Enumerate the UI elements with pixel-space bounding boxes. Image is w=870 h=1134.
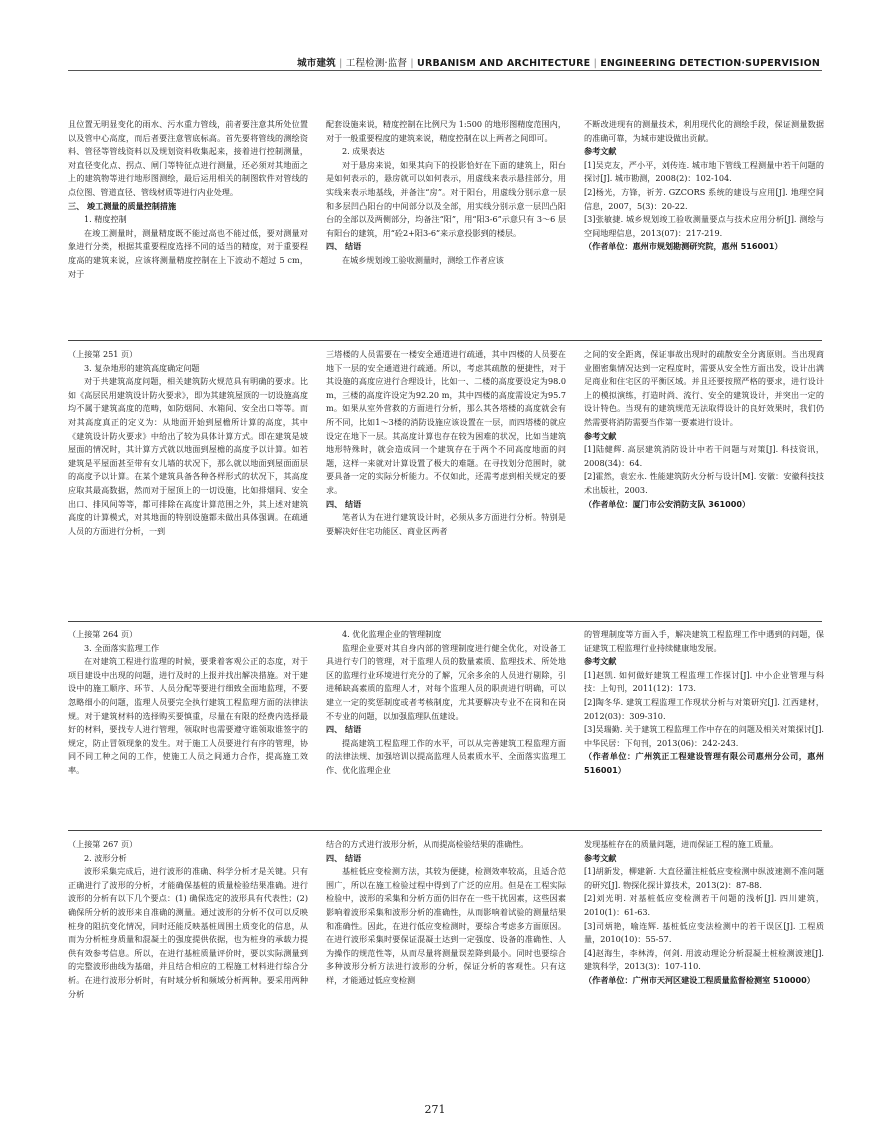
section-heading: 四、 结语	[326, 724, 362, 735]
article-block	[68, 118, 822, 336]
article-block	[68, 628, 822, 826]
reference-entry: [3]张敏捷. 城乡规划竣工验收测量要点与技术应用分析[J]. 测绘与空间地理信息，2013(07)：217-219.	[584, 214, 824, 238]
references-heading: 参考文献	[584, 146, 617, 157]
paragraph: 对于共建筑高度问题，相关建筑防火规范具有明确的要求。比如《高层民用建筑设计防火要求》，即为其建筑屋顶的一切设施高度均不属于建筑高度的范畴，如防烟间、水箱间、安全出口等等。而对其高度真正的定义为：从地面开始到屋檐所计算的高度，其中《建筑设计防火要求》中给出了较为具体计算方式。即在建筑是坡屋面的情况时，其计算方式就以地面到屋檐的高度予以计算。如若建筑是平屋面甚至带有女儿墙的状况下，那么就以地面到屋面面层的高度予以计算。在某个建筑具备各种各样形式的状况下，其高度应取其最高数据，然而对于屋顶上的一切设施，比如排烟间、安全出口、排风间等等，都可排除在高度计算范围之外，其上述对建筑高度的计算模式，对其地面的特别设施都未做出具体强调。在疏通人员的方面进行分析，一到	[68, 376, 308, 536]
reference-entry: [2]杨光，方锋，祈芳. GZCORS 系统的建设与应用[J]. 地理空间信息，2007，5(3)：20-22.	[584, 186, 824, 211]
section-heading: 三、 竣工测量的质量控制措施	[68, 200, 177, 211]
article-divider	[68, 340, 822, 341]
subsection-heading: 3. 全面落实监理工作	[84, 642, 160, 653]
references-heading: 参考文献	[584, 656, 617, 667]
section-heading: 四、 结语	[326, 498, 362, 509]
paragraph: 监理企业要对其自身内部的管理制度进行健全优化，对设备工具进行专门的管理，对于监理人员的数量素质、监理技术、所处地区的监理行业环境进行充分的了解，冗余多余的人员进行剔除，引进稀缺高素质的监理人才，对每个监理人员的职责进行明确，可以建立一定的奖惩制度或者考核制度，尤其要解决专业不在岗和在岗不专业的问题，以加强监理队伍建设。	[326, 642, 566, 721]
reference-entry: [4]赵海生，李林涛，何剑. 用波动理论分析混凝土桩检测波速[J]. 建筑科学，2013(3)：107-110.	[584, 947, 824, 972]
text-column	[584, 628, 824, 826]
paragraph: 三塔楼的人员需要在一楼安全通道进行疏通，其中四楼的人员要在地下一层的安全通道进行疏通。所以，考虑其疏散的便捷性，对于其设施的高度应进行合理设计，比如一、二楼的高度要设定为98.0 m，三楼的高度许设定为92.20 m，其中四楼的高度需设定为95.7 m。如果从室外营救的方面进行分析，那么其各塔楼的高度就会有所不同，比如1～3楼的消防设施应该设置在一层，而四塔楼的就应设定在地下一层。其高度计算也存在较为困难的状况，比如当建筑地形特殊时，就会造成同一个建筑存在于两个不同高度地面的问题，这样一来就对计算设置了极大的难题。在寻找划分范围时，就要具备一定的实际分析能力。不仅如此，还需考虑到相关规定的要求。	[326, 349, 566, 495]
text-column	[584, 348, 824, 616]
paragraph: 在对建筑工程进行监理的时候，要秉着客观公正的态度，对于项目建设中出现的问题，进行及时的上报并找出解决措施。对于建设中的施工顺序、环节、人员分配等要进行细致全面地监理，不要忽略细小的问题，监理人员要完全执行建筑工程监理方面的法律法规。对于建筑材料的选择购买要慎重，尽量在有限的经费内选择最好的材料，要找专人进行管理，领取时也需要遵守谁领取谁签字的规定，防止冒领现象的发生。对于施工人员要进行有序的管理，协同不同工种之间的工作，使施工人员之间通力合作，提高施工效率。	[68, 656, 308, 775]
header-english-column: ENGINEERING DETECTION·SUPERVISION	[600, 58, 820, 69]
subsection-heading: 1. 精度控制	[84, 214, 127, 225]
paragraph: 且位置无明显变化的雨水、污水重力管线，前者要注意其所处位置以及管中心高度，而后者要注意管底标高。首先要将管线的测绘资料、管径等管线资料以及规划资料收集起来，接着进行控制测量，对直径变化点、拐点、闸门等特征点进行测量，还必须对其地面之上的建筑物等进行地形图测绘，最后运用相关的制图软件对管线的点位图、管道直径、管线材质等进行内业处理。	[68, 119, 308, 197]
article-block	[68, 348, 822, 616]
paragraph: 配套设施来说，精度控制在比例尺为 1:500 的地形图精度范围内，对于一般重要程度的建筑来说，精度控制在以上两者之间即可。	[326, 119, 566, 143]
subsection-heading: 3. 复杂地形的建筑高度确定问题	[84, 362, 200, 373]
paragraph: 波形采集完成后，进行波形的准确、科学分析才是关键。只有正确进行了波形的分析，才能确保基桩的质量检验结果准确。进行波形的分析有以下几个要点：(1) 确保选定的波形具有代表性；(2) 确保所分析的波形来自准确的测量。通过波形的分析不仅可以反映桩身的阻抗变化情况，同时还能反映基桩周围土质变化的信息，从而为分析桩身质量和混凝土的强度提供依据，也为桩身的承载力提供有效参考信息。所以，在进行基桩质量评价时，要以实际测量到的完整波形曲线为基础，并且结合相应的工程施工材料进行综合分析。在进行波形分析时，有时域分析和频域分析两种。要采用两种分析	[68, 866, 308, 999]
paragraph: 之间的安全距离，保证事故出现时的疏散安全分离原则。当出现商业圈密集情况达到一定程度时，需要从安全性方面出发，设计出满足商业和住宅区的平衡区域。并且还要按照严格的要求，进行设计上的模拟演练，打造时尚、流行、安全的建筑设计，并突出一定的设计特色。当现有的建筑规范无法取得设计的良好效果时，我们仍然需要将消防需要当作第一要素进行设计。	[584, 349, 824, 427]
text-column	[584, 838, 824, 1100]
paragraph: 结合的方式进行波形分析，从而提高检验结果的准确性。	[326, 839, 529, 849]
article-block	[68, 838, 822, 1100]
paragraph: 基桩低应变检测方法，其较为便捷，检测效率较高，且适合范围广，所以在施工检验过程中得到了广泛的应用。但是在工程实际检验中，波形的采集和分析方面仍旧存在一些干扰因素，这些因素影响着波形采集和波形分析的准确性，从而影响着试验的测量结果和准确性。因此，在进行低应变检测时，要综合考虑多方面原因。在进行波形采集时要保证混凝土达到一定强度、设备的准确性、人为操作的规范性等，从而尽量将测量误差降到最小。同时也要综合多种波形分析方法进行波形的分析，保证分析的客观性。只有这样，才能通过低应变检测	[326, 866, 566, 985]
reference-entry: [3]吴瑞勤. 关于建筑工程监理工作中存在的问题及相关对策探讨[J]. 中华民居：下旬刊，2013(06)：242-243.	[584, 724, 824, 748]
reference-entry: [1]陆健辉. 高层建筑消防设计中若干问题与对策[J]. 科技资讯，2008(34)：64.	[584, 444, 824, 468]
text-column	[68, 118, 308, 336]
reference-entry: [1]胡新发，柳建新. 大直径灌注桩低应变检测中纵波速测不准问题的研究[J]. 物探化探计算技术，2013(2)：87-88.	[584, 866, 824, 890]
reference-entry: [3]司炳艳，喻连辉. 基桩低应变法检测中的若干误区[J]. 工程质量，2010(10)：55-57.	[584, 920, 824, 945]
section-heading: 四、 结语	[326, 241, 362, 252]
header-separator: |	[593, 58, 597, 69]
text-column	[326, 348, 566, 616]
article-divider	[68, 830, 822, 831]
subsection-heading: 4. 优化监理企业的管理制度	[342, 629, 442, 639]
paragraph: 不断改进现有的测量技术，利用现代化的测绘手段，保证测量数据的准确可靠，为城市建设做出贡献。	[584, 119, 824, 143]
paragraph: 对于悬房来说，如果其向下的投影恰好在下面的建筑上，阳台是如何表示的，悬房就可以如何表示，用虚线来表示悬挂部分，用实线来表示地基线，并备注“房”。对于阳台，用虚线分别示意一层和多层凹凸阳台的中间部分以及全部，用实线分别示意一层凹凸阳台的全部以及两侧部分，均备注“阳”，用“阳3-6”示意只有 3～6 层有阳台的建筑，用“砼2+阳3-6”来示意投影到的楼层。	[326, 159, 566, 238]
header-english: URBANISM AND ARCHITECTURE	[417, 58, 591, 69]
header-rule	[68, 70, 822, 71]
paragraph: 在竣工测量时，测量精度既不能过高也不能过低，要对测量对象进行分类，根据其重要程度选择不同的适当的精度，对于重要程度高的建筑来说，应该将测量精度控制在上下波动不超过 5 cm，对于	[68, 227, 308, 279]
text-column	[326, 838, 566, 1100]
article-divider	[68, 621, 822, 622]
reference-entry: [2]霍然，袁宏永. 性能建筑防火分析与设计[M]. 安徽：安徽科技技术出版社，2003.	[584, 471, 824, 495]
text-column	[68, 628, 308, 826]
author-affiliation: （作者单位：厦门市公安消防支队 361000）	[584, 498, 751, 509]
header-separator: |	[410, 58, 414, 69]
author-affiliation: （作者单位：广州筑正工程建设管理有限公司惠州分公司，惠州 516001）	[584, 751, 824, 775]
text-column	[584, 118, 824, 336]
paragraph: （上接第 251 页）	[68, 349, 138, 359]
text-column	[68, 838, 308, 1100]
paragraph: （上接第 267 页）	[68, 839, 138, 849]
paragraph: （上接第 264 页）	[68, 629, 138, 639]
author-affiliation: （作者单位：广州市天河区建设工程质量监督检测室 510000）	[584, 974, 815, 985]
reference-entry: [2]刘光明. 对基桩低应变检测若干问题的浅析[J]. 四川建筑，2010(1)：61-63.	[584, 893, 824, 917]
paragraph: 在城乡规划竣工验收测量时，测绘工作者应该	[342, 254, 504, 265]
paragraph: 提高建筑工程监理工作的水平，可以从完善建筑工程监理方面的法律法规、加强培训以提高监理人员素质水平、全面落实监理工作、优化监理企业	[326, 737, 566, 775]
subsection-heading: 2. 波形分析	[84, 852, 127, 863]
author-affiliation: （作者单位：惠州市规划勘测研究院，惠州 516001）	[584, 241, 783, 252]
running-header	[297, 55, 820, 69]
paragraph: 的管理制度等方面入手，解决建筑工程监理工作中遇到的问题，保证建筑工程监理行业持续健康地发展。	[584, 629, 824, 653]
reference-entry: [2]陶冬华. 建筑工程监理工作现状分析与对策研究[J]. 江西建材，2012(03)：309-310.	[584, 696, 824, 721]
header-column: 工程检测·监督	[345, 58, 408, 69]
section-heading: 四、 结语	[326, 852, 362, 863]
text-column	[326, 628, 566, 826]
text-column	[326, 118, 566, 336]
paragraph: 笔者认为在进行建筑设计时，必须从多方面进行分析。特别是要解决好住宅功能区、商业区两者	[326, 512, 566, 536]
references-heading: 参考文献	[584, 430, 617, 441]
text-column	[68, 348, 308, 616]
header-separator: |	[339, 58, 343, 69]
paragraph: 发现基桩存在的质量问题，进而保证工程的施工质量。	[584, 839, 779, 849]
reference-entry: [1]赵凯. 如何做好建筑工程监理工作探讨[J]. 中小企业管理与科技：上旬刊，2011(12)：173.	[584, 669, 824, 694]
subsection-heading: 2. 成果表达	[342, 146, 385, 157]
journal-name: 城市建筑	[297, 58, 336, 69]
reference-entry: [1]吴克友，严小平，刘传连. 城市地下管线工程测量中若干问题的探讨[J]. 城市勘测，2008(2)：102-104.	[584, 159, 824, 184]
page-number: 271	[424, 1103, 446, 1116]
references-heading: 参考文献	[584, 852, 617, 863]
